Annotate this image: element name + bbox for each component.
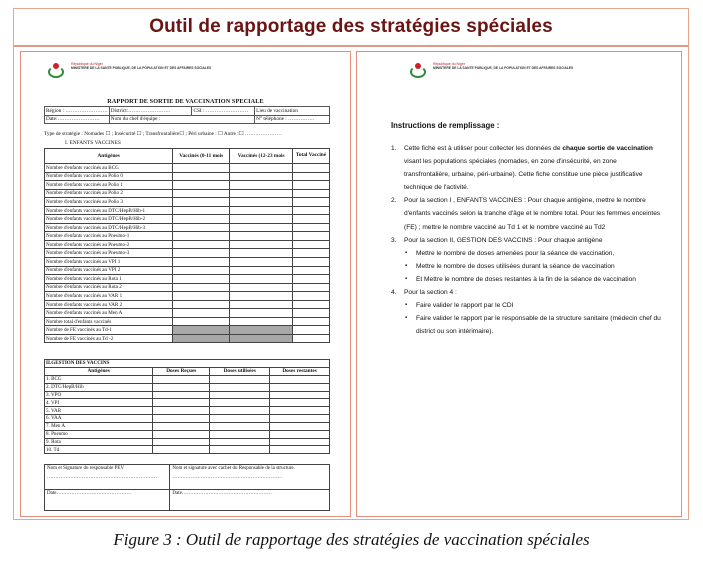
instruction-number: 2. [391,197,397,205]
table-row [45,438,330,446]
dose-cell [270,415,330,423]
sig-pev-dots: ………………………………………………………… [47,475,157,480]
antigen-label: Nombre d'enfants vaccinés au Pneumo-1 [45,232,173,241]
vaccinated-children-table [44,148,330,343]
count-cell [292,249,329,258]
table-row [45,223,330,232]
dose-cell [153,438,210,446]
instruction-bullet: ▪ Faire valider le rapport par le responsable de la structure sanitaire (médecin chef du district ou son intérimaire). [391,312,663,338]
instruction-text: Pour la section 4 : [404,289,457,297]
antigen-label: Nombre d'enfants vaccinés au Pneumo-2 [45,240,173,249]
count-cell [230,283,293,292]
table-row [45,164,330,173]
count-cell [292,215,329,224]
dose-cell [210,391,270,399]
count-cell [230,206,293,215]
instruction-item [391,194,663,233]
instruction-item [391,286,663,299]
count-cell [292,181,329,190]
antigen-label: Nombre de FE vaccinés au Td-1 [45,326,173,335]
location-field: Lieu de vaccination [255,107,330,116]
antigen-label: Nombre d'enfants vaccinés au VAR 2 [45,300,173,309]
count-cell [230,172,293,181]
table-row [45,415,330,423]
count-cell [292,189,329,198]
republic-label-2: République du Niger [433,62,465,66]
instructions-page [356,51,682,517]
dose-cell [153,383,210,391]
instruction-text: Pour la section II, GESTION DES VACCINS : Pour chaque antigène [404,236,603,244]
count-cell [292,300,329,309]
table-row [45,399,330,407]
table-row [45,317,330,326]
dose-cell [210,415,270,423]
count-cell [173,172,230,181]
section2-title: II.GESTION DES VACCINS [45,360,330,368]
instruction-text: visant les populations spéciales (nomades, en zone d'insécurité, en zone transfrontalière, urbaine, péri-urbaine). Cette fiche constitue une pièce justificative technique de l'activité. [404,158,643,192]
table-row [45,422,330,430]
count-cell [173,215,230,224]
instruction-number: 3. [391,236,397,244]
col-0-11: Vaccinés (0-11 mois [173,149,230,164]
dose-cell [153,391,210,399]
count-cell [173,266,230,275]
table-row [45,375,330,383]
instruction-bullet: ▪ Et Mettre le nombre de doses restantes à la fin de la séance de vaccination [391,273,663,286]
count-cell [292,309,329,318]
sig-pev-label: Nom et Signature du responsable PEV [47,466,125,471]
antigen-label: Nombre d'enfants vaccinés au Pneumo-3 [45,249,173,258]
instruction-bullet: ▪ Faire valider le rapport par le CDI [391,299,663,312]
strategy-type-line: Type de stratégie : Nomades ☐ ; Insécurité ☐ ; Transfrontalière☐ ; Péri urbaine : ☐ Autre :☐ ………………… [44,131,282,137]
count-cell [173,258,230,267]
count-cell [173,309,230,318]
dose-cell [210,375,270,383]
count-cell [292,206,329,215]
antigen-label: Nombre d'enfants vaccinés au Men A [45,309,173,318]
district-field: District:…………………… [109,107,192,116]
antigen-label: Nombre d'enfants vaccinés au Polio 2 [45,189,173,198]
sig-head-cell [170,465,330,490]
instruction-item [391,234,663,247]
table-row [45,275,330,284]
dose-cell [270,430,330,438]
instruction-emphasis: chaque sortie de vaccination [562,145,653,152]
dose-cell [270,407,330,415]
antigen-label: Nombre d'enfants vaccinés au Rota 2 [45,283,173,292]
count-cell [292,317,329,326]
table-row [45,383,330,391]
count-cell [292,292,329,301]
col-used: Doses utilisées [210,367,270,375]
count-cell [173,189,230,198]
col-antigens: Antigènes [45,149,173,164]
count-cell [173,317,230,326]
antigen-label: Nombre de FE vaccinés au Td -2 [45,334,173,343]
dose-cell [270,422,330,430]
count-cell [292,275,329,284]
sig-head-label: Nom et signature avec cachet du Responsable de la structure. [172,466,295,471]
count-cell [292,326,329,335]
count-cell [230,198,293,207]
table-row [45,189,330,198]
table-row [45,172,330,181]
count-cell [230,181,293,190]
dose-cell [210,399,270,407]
instructions-title: Instructions de remplissage : [391,121,500,130]
count-cell [230,258,293,267]
table-row [45,300,330,309]
dose-cell [270,391,330,399]
count-cell [173,275,230,284]
signature-table [44,464,330,511]
count-cell [173,334,230,343]
count-cell [173,240,230,249]
count-cell [173,223,230,232]
col-antigens-2: Antigènes [45,367,153,375]
count-cell [173,206,230,215]
antigen-label: 9. Rota [45,438,153,446]
count-cell [173,164,230,173]
dose-cell [153,422,210,430]
section1-title: I. ENFANTS VACCINES [65,140,121,146]
figure-frame [13,8,689,520]
count-cell [230,164,293,173]
antigen-label: Nombre d'enfants vaccinés au DTC/HepB/Hib-2 [45,215,173,224]
antigen-label: 10. Td [45,446,153,454]
instruction-item [391,142,663,194]
antigen-label: Nombre d'enfants vaccinés au BCG [45,164,173,173]
count-cell [292,240,329,249]
table-row [45,283,330,292]
count-cell [292,232,329,241]
count-cell [230,266,293,275]
count-cell [292,266,329,275]
instructions-list [391,142,663,338]
phone-field: N° téléphone : …………… [255,115,330,124]
instruction-number: 4. [391,289,397,297]
antigen-label: Nombre d'enfants vaccinés au DTC/HepB/Hib-1 [45,206,173,215]
antigen-label: Nombre d'enfants vaccinés au VPI 2 [45,266,173,275]
count-cell [230,292,293,301]
instruction-number: 1. [391,145,397,152]
antigen-label: 5. VAR [45,407,153,415]
form-title: RAPPORT DE SORTIE DE VACCINATION SPECIALE [107,98,264,105]
col-received: Doses Reçues [153,367,210,375]
count-cell [292,223,329,232]
antigen-label: Nombre d'enfants vaccinés au Rota 1 [45,275,173,284]
dose-cell [210,430,270,438]
antigen-label: Nombre d'enfants vaccinés au Polio 3 [45,198,173,207]
date-right-cell: Date……………………………………………… [170,490,330,511]
count-cell [292,198,329,207]
dose-cell [270,446,330,454]
instruction-bullet: ▪ Mettre le nombre de doses amenées pour la séance de vaccination, [391,247,663,260]
count-cell [230,334,293,343]
antigen-label: Nombre d'enfants vaccinés au DTC/HepB/Hib-3 [45,223,173,232]
count-cell [230,240,293,249]
instructions-header-logo [407,62,573,82]
dose-cell [210,407,270,415]
dose-cell [153,415,210,423]
table-row [45,181,330,190]
col-12-23: Vaccinés (12-23 mois [230,149,293,164]
count-cell [292,258,329,267]
instruction-bullet: ▪ Mettre le nombre de doses utilisées durant la séance de vaccination [391,260,663,273]
dose-cell [210,438,270,446]
count-cell [173,249,230,258]
count-cell [230,223,293,232]
dose-cell [210,446,270,454]
table-row [45,206,330,215]
instruction-text: Cette fiche est à utiliser pour collecter les données de [404,145,563,152]
date-field: Date:…………………… [45,115,110,124]
count-cell [230,309,293,318]
dose-cell [153,446,210,454]
table-row [45,309,330,318]
antigen-label: 6. VAA [45,415,153,423]
antigen-label: Nombre d'enfants vaccinés au Polio 1 [45,181,173,190]
table-row [45,266,330,275]
count-cell [230,326,293,335]
table-row [45,326,330,335]
antigen-label: 2. DTC/HepB/Hib [45,383,153,391]
antigen-label: Nombre d'enfants vaccinés au VAR 1 [45,292,173,301]
count-cell [292,172,329,181]
figure-caption: Figure 3 : Outil de rapportage des stratégies de vaccination spéciales [113,530,590,549]
table-row [45,240,330,249]
ministry-logo-icon-2 [407,62,429,82]
table-row [45,258,330,267]
dose-cell [270,383,330,391]
count-cell [230,189,293,198]
count-cell [230,232,293,241]
table-row [45,407,330,415]
count-cell [173,300,230,309]
form-header-logo [45,62,211,82]
title-bar [14,9,688,47]
dose-cell [270,438,330,446]
antigen-label: 3. VPO [45,391,153,399]
dose-cell [153,407,210,415]
region-field: Région : …………………… [46,107,108,114]
count-cell [173,181,230,190]
dose-cell [270,399,330,407]
antigen-label: Nombre d'enfants vaccinés au Polio 0 [45,172,173,181]
table-row [45,198,330,207]
table-row [45,430,330,438]
count-cell [173,326,230,335]
count-cell [292,164,329,173]
count-cell [173,283,230,292]
count-cell [230,300,293,309]
antigen-label: 7. Men A [45,422,153,430]
vaccine-management-table [44,359,330,454]
count-cell [230,249,293,258]
instruction-text: Pour la section I , ENFANTS VACCINES : Pour chaque antigène, mettre le nombre d'enfants vaccinés selon la tranche d'âge et le nombre total. Pour les femmes enceintes (FE) ; mettre le nombre vacciné au Td 1 et le nombre vacciné au Td2 [404,197,661,231]
team-lead-field: Nom du chef d'équipe : [109,115,254,124]
antigen-label: 8. Pneumo [45,430,153,438]
antigen-label: 4. VPI [45,399,153,407]
dose-cell [153,430,210,438]
table-row [45,215,330,224]
date-left-cell: Date……………………………………… [45,490,170,511]
csi-field: CSI : …………………… [192,107,255,116]
count-cell [230,215,293,224]
form-header-table [44,106,330,124]
count-cell [173,232,230,241]
ministry-label: MINISTERE DE LA SANTE PUBLIQUE, DE LA POPULATION ET DES AFFAIRES SOCIALES [71,66,212,71]
table-row [45,249,330,258]
table-row [45,446,330,454]
count-cell [292,334,329,343]
antigen-label: 1. BCG [45,375,153,383]
count-cell [292,283,329,292]
table-row [45,232,330,241]
ministry-label-2: MINISTERE DE LA SANTE PUBLIQUE, DE LA POPULATION ET DES AFFAIRES SOCIALES [433,66,574,71]
republic-label: République du Niger [71,62,103,66]
antigen-label: Nombre d'enfants vaccinés au VPI 1 [45,258,173,267]
dose-cell [210,422,270,430]
sig-pev-cell [45,465,170,490]
dose-cell [210,383,270,391]
count-cell [173,198,230,207]
count-cell [173,292,230,301]
sig-head-dots: ………………………………………………………… [172,475,283,480]
dose-cell [153,375,210,383]
col-remaining: Doses restantes [270,367,330,375]
dose-cell [153,399,210,407]
table-row [45,334,330,343]
col-total: Total Vacciné [292,149,329,164]
table-row [45,292,330,301]
antigen-label: Nombre total d'enfants vaccinés [45,317,173,326]
dose-cell [270,375,330,383]
count-cell [230,275,293,284]
count-cell [230,317,293,326]
page-title: Outil de rapportage des stratégies spéciales [149,16,553,37]
report-form-page [20,51,351,517]
table-row [45,391,330,399]
ministry-logo-icon [45,62,67,82]
